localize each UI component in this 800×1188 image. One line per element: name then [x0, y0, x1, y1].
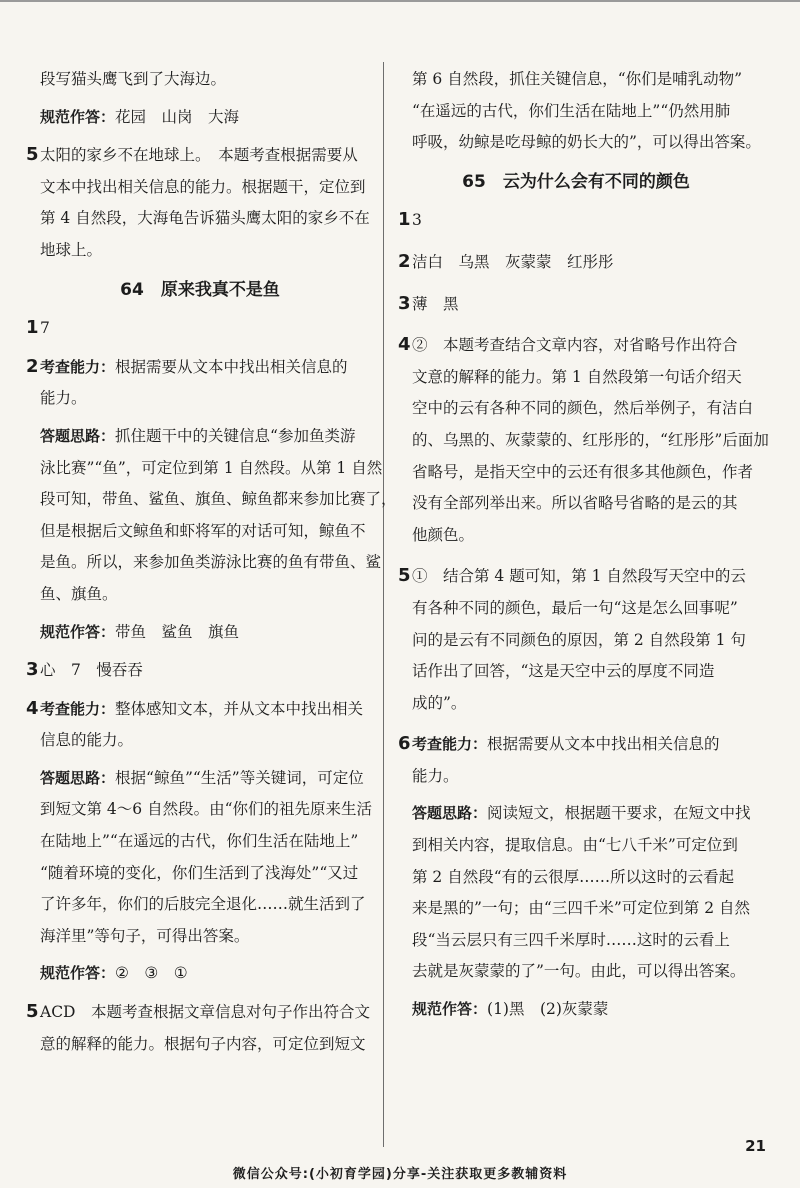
standard-answer-label: 规范作答：: [40, 107, 116, 126]
answer-text: 太阳的家乡不在地球上。 本题考查根据需要从: [40, 146, 358, 165]
question-item: [398, 560, 754, 593]
solution-idea: [26, 763, 374, 795]
standard-answer-label: 规范作答：: [40, 964, 116, 983]
answer-text: 7: [40, 319, 50, 338]
answer-text: 了许多年，你们的后肢完全退化……就生活到了: [40, 895, 366, 914]
standard-answer-label: 规范作答：: [412, 1000, 488, 1019]
answer-text: 有各种不同的颜色，最后一句“这是怎么回事呢”: [412, 598, 738, 617]
solution-idea: [26, 421, 374, 453]
ability-label: 考查能力：: [412, 735, 488, 754]
answer-text: 第 2 自然段“有的云很厚……所以这时的云看起: [412, 867, 735, 886]
page-number: 21: [745, 1137, 766, 1155]
answer-text: “在遥远的古代，你们生活在陆地上”“仍然用肺: [412, 101, 731, 120]
answer-text: 成的”。: [412, 693, 467, 712]
standard-answer-text: ② ③ ①: [115, 964, 188, 983]
answer-text: 根据需要从文本中找出相关信息的: [115, 357, 348, 376]
question-number: 3: [398, 292, 411, 314]
standard-answer-text: 带鱼 鲨鱼 旗鱼: [115, 622, 240, 641]
standard-answer-label: 规范作答：: [40, 622, 116, 641]
answer-text: 文本中找出相关信息的能力。根据题干，定位到: [40, 177, 366, 196]
answer-text: 呼吸，幼鲸是吃母鲸的奶长大的”，可以得出答案。: [412, 133, 761, 152]
standard-answer: [26, 102, 374, 134]
answer-text: 段“当云层只有三四千米厚时……这时的云看上: [412, 930, 730, 949]
answer-text: 海洋里”等句子，可得出答案。: [40, 926, 250, 945]
question-number: 5: [398, 565, 411, 587]
answer-text: ACD 本题考查根据文章信息对句子作出符合文: [40, 1003, 370, 1022]
question-number: 2: [398, 250, 411, 272]
standard-answer-text: (1)黑 (2)灰蒙蒙: [487, 1000, 609, 1019]
answer-text: “随着环境的变化，你们生活到了浅海处”“又过: [40, 863, 359, 882]
question-number: 1: [398, 209, 411, 231]
standard-answer-text: 花园 山岗 大海: [115, 107, 240, 126]
question-item: [26, 693, 374, 726]
answer-text: 但是根据后文鲸鱼和虾将军的对话可知，鲸鱼不: [40, 521, 366, 540]
answer-text: 空中的云有各种不同的颜色，然后举例子，有洁白: [412, 399, 754, 418]
question-number: 4: [398, 334, 411, 356]
answer-text: ① 结合第 4 题可知，第 1 自然段写天空中的云: [412, 567, 746, 586]
ability-label: 考查能力：: [40, 699, 116, 718]
answer-text: 鱼、旗鱼。: [40, 584, 118, 603]
answer-text: 第 6 自然段，抓住关键信息，“你们是哺乳动物”: [412, 70, 743, 88]
question-number: 4: [26, 697, 39, 719]
answer-text: 没有全部列举出来。所以省略号省略的是云的其: [412, 494, 738, 513]
answer-text: 段可知，带鱼、鲨鱼、旗鱼、鲸鱼都来参加比赛了，: [40, 490, 397, 509]
answer-text: 到相关内容，提取信息。由“七八千米”可定位到: [412, 836, 738, 855]
question-number: 5: [26, 144, 39, 166]
answer-text: 心 7 慢吞吞: [40, 661, 143, 680]
answer-text: 去就是灰蒙蒙的了”一句。由此，可以得出答案。: [412, 962, 746, 981]
answer-text: 抓住题干中的关键信息“参加鱼类游: [115, 426, 356, 445]
answer-text: 根据“鲸鱼”“生活”等关键词，可定位: [115, 768, 364, 787]
right-column: [398, 64, 769, 1026]
left-column: [26, 64, 397, 1060]
ability-label: 考查能力：: [40, 357, 116, 376]
answer-text: 阅读短文，根据题干要求，在短文中找: [487, 804, 751, 823]
answer-text: 在陆地上”“在遥远的古代，你们生活在陆地上”: [40, 832, 359, 851]
answer-text: 是鱼。所以，来参加鱼类游泳比赛的鱼有带鱼、鲨: [40, 553, 382, 572]
answer-text: 根据需要从文本中找出相关信息的: [487, 735, 720, 754]
question-item: [26, 351, 374, 384]
standard-answer: [398, 994, 754, 1026]
answer-text: 的、乌黑的、灰蒙蒙的、红彤彤的，“红彤彤”后面加: [412, 430, 769, 449]
answer-text: 地球上。: [40, 240, 103, 259]
question-item: [398, 728, 754, 761]
column-divider: [383, 62, 384, 1147]
solution-idea: [398, 798, 754, 830]
answer-text: 信息的能力。: [40, 731, 134, 750]
question-item: [398, 246, 754, 279]
section-title: 65 云为什么会有不同的颜色: [462, 171, 690, 192]
answer-text: 整体感知文本，并从文本中找出相关: [115, 699, 364, 718]
standard-answer: [26, 617, 374, 649]
top-border: [0, 0, 800, 2]
answer-text: 洁白 乌黑 灰蒙蒙 红彤彤: [412, 252, 614, 271]
question-number: 2: [26, 355, 39, 377]
question-number: 3: [26, 659, 39, 681]
answer-text: 薄 黑: [412, 294, 459, 313]
answer-text: 3: [412, 211, 422, 230]
answer-text: 意的解释的能力。根据句子内容，可定位到短文: [40, 1034, 366, 1053]
answer-text: 来是黑的”一句；由“三四千米”可定位到第 2 自然: [412, 899, 750, 918]
answer-text: 省略号，是指天空中的云还有很多其他颜色，作者: [412, 462, 754, 481]
answer-text: 文意的解释的能力。第 1 自然段第一句话介绍天: [412, 367, 742, 386]
question-item: [398, 329, 754, 362]
idea-label: 答题思路：: [40, 768, 116, 787]
question-item: [26, 312, 374, 345]
answer-text: ② 本题考查结合文章内容，对省略号作出符合: [412, 336, 738, 355]
answer-text: 到短文第 4～6 自然段。由“你们的祖先原来生活: [40, 800, 373, 819]
idea-label: 答题思路：: [40, 426, 116, 445]
answer-text: 泳比赛”“鱼”，可定位到第 1 自然段。从第 1 自然: [40, 458, 383, 477]
answer-text: 他颜色。: [412, 525, 475, 544]
question-number: 1: [26, 317, 39, 339]
answer-text: 问的是云有不同颜色的原因，第 2 自然段第 1 句: [412, 630, 746, 649]
question-item: [398, 204, 754, 237]
idea-label: 答题思路：: [412, 804, 488, 823]
answer-text: 第 4 自然段，大海龟告诉猫头鹰太阳的家乡不在: [40, 209, 370, 228]
answer-text: 能力。: [412, 766, 459, 785]
question-item: [26, 996, 374, 1029]
question-item: [26, 139, 374, 172]
section-title: 64 原来我真不是鱼: [120, 279, 280, 300]
answer-text: 能力。: [40, 389, 87, 408]
answer-text: 段写猫头鹰飞到了大海边。: [40, 70, 227, 88]
footer-note: 微信公众号:(小初育学园)分享-关注获取更多教辅资料: [232, 1167, 568, 1182]
question-number: 5: [26, 1001, 39, 1023]
question-item: [398, 288, 754, 321]
standard-answer: [26, 958, 374, 990]
question-number: 6: [398, 733, 411, 755]
question-item: [26, 654, 374, 687]
answer-text: 话作出了回答，“这是天空中云的厚度不同造: [412, 662, 715, 681]
